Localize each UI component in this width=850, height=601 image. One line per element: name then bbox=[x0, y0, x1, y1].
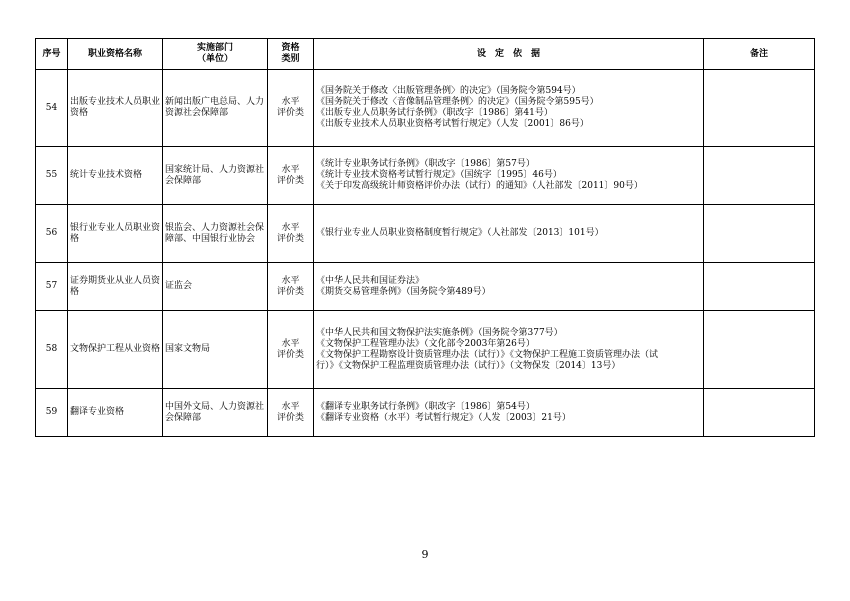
qualification-name: 出版专业技术人员职业资格 bbox=[68, 70, 163, 147]
qualification-name: 证券期货业从业人员资格 bbox=[68, 263, 163, 311]
header-no: 序号 bbox=[36, 39, 68, 70]
page-number: 9 bbox=[421, 548, 429, 561]
table-row bbox=[36, 205, 815, 263]
basis-line: 《文物保护工程勘察设计资质管理办法（试行）》《文物保护工程施工资质管理办法（试 bbox=[316, 349, 659, 360]
implementing-department: 中国外文局、人力资源社会保障部 bbox=[163, 389, 268, 437]
basis-line: 《关于印发高级统计师资格评价办法（试行）的通知》（人社部发〔2011〕90号） bbox=[316, 181, 643, 191]
table-row bbox=[36, 389, 815, 437]
basis-line: 《翻译专业资格（水平）考试暂行规定》（人发〔2003〕21号） bbox=[316, 412, 571, 423]
header-category-line1: 资格 bbox=[281, 43, 300, 53]
qualification-name: 文物保护工程从业资格 bbox=[68, 311, 163, 389]
table-body bbox=[36, 70, 815, 437]
row-number: 59 bbox=[36, 389, 68, 437]
row-number: 55 bbox=[36, 147, 68, 205]
implementing-department: 银监会、人力资源社会保障部、中国银行业协会 bbox=[163, 205, 268, 263]
header-basis: 设 定 依 据 bbox=[314, 39, 704, 70]
qualification-name: 银行业专业人员职业资格 bbox=[68, 205, 163, 263]
basis-line: 《出版专业技术人员职业资格考试暂行规定》（人发〔2001〕86号） bbox=[316, 119, 589, 129]
header-dept-line2: （单位） bbox=[196, 54, 233, 64]
basis-line: 《文物保护工程管理办法》（文化部令2003年第26号） bbox=[316, 338, 535, 349]
table-row bbox=[36, 70, 815, 147]
header-category-line2: 类别 bbox=[281, 54, 300, 64]
basis-line: 《中华人民共和国证券法》 bbox=[316, 275, 425, 286]
remark-cell bbox=[704, 389, 815, 437]
legal-basis bbox=[314, 70, 704, 147]
category-line2: 评价类 bbox=[276, 175, 304, 186]
legal-basis bbox=[314, 147, 704, 205]
implementing-department: 证监会 bbox=[163, 263, 268, 311]
basis-line: 《中华人民共和国文物保护法实施条例》（国务院令第377号） bbox=[316, 327, 563, 338]
basis-line: 《国务院关于修改〈出版管理条例〉的决定》（国务院令第594号） bbox=[316, 86, 581, 96]
table-header-row bbox=[36, 39, 815, 70]
remark-cell bbox=[704, 205, 815, 263]
category-line1: 水平 bbox=[281, 164, 300, 175]
header-dept-line1: 实施部门 bbox=[196, 43, 233, 53]
implementing-department: 新闻出版广电总局、人力资源社会保障部 bbox=[163, 70, 268, 147]
qualification-name: 统计专业技术资格 bbox=[68, 147, 163, 205]
qualification-category bbox=[268, 147, 314, 205]
remark-cell bbox=[704, 311, 815, 389]
header-name: 职业资格名称 bbox=[68, 39, 163, 70]
table-row bbox=[36, 311, 815, 389]
category-line1: 水平 bbox=[281, 97, 300, 107]
implementing-department: 国家统计局、人力资源社会保障部 bbox=[163, 147, 268, 205]
row-number: 56 bbox=[36, 205, 68, 263]
row-number: 54 bbox=[36, 70, 68, 147]
basis-line: 《期货交易管理条例》（国务院令第489号） bbox=[316, 286, 491, 297]
qualification-category bbox=[268, 389, 314, 437]
row-number: 57 bbox=[36, 263, 68, 311]
category-line1: 水平 bbox=[281, 338, 300, 349]
basis-line: 《国务院关于修改〈音像制品管理条例〉的决定》（国务院令第595号） bbox=[316, 97, 599, 107]
qualification-category bbox=[268, 263, 314, 311]
category-line2: 评价类 bbox=[276, 349, 304, 360]
row-number: 58 bbox=[36, 311, 68, 389]
basis-line: 《统计专业技术资格考试暂行规定》（国统字〔1995〕46号） bbox=[316, 170, 562, 180]
qualification-category bbox=[268, 205, 314, 263]
basis-line: 《出版专业人员职务试行条例》（职改字〔1986〕第41号） bbox=[316, 108, 553, 118]
implementing-department: 国家文物局 bbox=[163, 311, 268, 389]
basis-line: 《统计专业职务试行条例》（职改字〔1986〕第57号） bbox=[316, 159, 535, 169]
qualification-category bbox=[268, 311, 314, 389]
header-category bbox=[268, 39, 314, 70]
legal-basis bbox=[314, 311, 704, 389]
legal-basis bbox=[314, 263, 704, 311]
header-remark: 备注 bbox=[704, 39, 815, 70]
legal-basis bbox=[314, 205, 704, 263]
category-line2: 评价类 bbox=[276, 286, 304, 297]
table-row bbox=[36, 263, 815, 311]
legal-basis bbox=[314, 389, 704, 437]
header-dept bbox=[163, 39, 268, 70]
qualification-category bbox=[268, 70, 314, 147]
basis-line: 《翻译专业职务试行条例》（职改字〔1986〕第54号） bbox=[316, 401, 535, 412]
qualification-table bbox=[35, 38, 815, 437]
category-line1: 水平 bbox=[281, 401, 300, 412]
category-line1: 水平 bbox=[281, 275, 300, 286]
basis-line: 《银行业专业人员职业资格制度暂行规定》（人社部发〔2013〕101号） bbox=[316, 228, 604, 238]
basis-line: 行）》《文物保护工程监理资质管理办法（试行）》（文物保发〔2014〕13号） bbox=[316, 360, 621, 371]
category-line2: 评价类 bbox=[276, 233, 304, 244]
qualification-name: 翻译专业资格 bbox=[68, 389, 163, 437]
category-line1: 水平 bbox=[281, 222, 300, 233]
remark-cell bbox=[704, 70, 815, 147]
table-row bbox=[36, 147, 815, 205]
category-line2: 评价类 bbox=[276, 108, 304, 118]
remark-cell bbox=[704, 263, 815, 311]
category-line2: 评价类 bbox=[276, 412, 304, 423]
remark-cell bbox=[704, 147, 815, 205]
